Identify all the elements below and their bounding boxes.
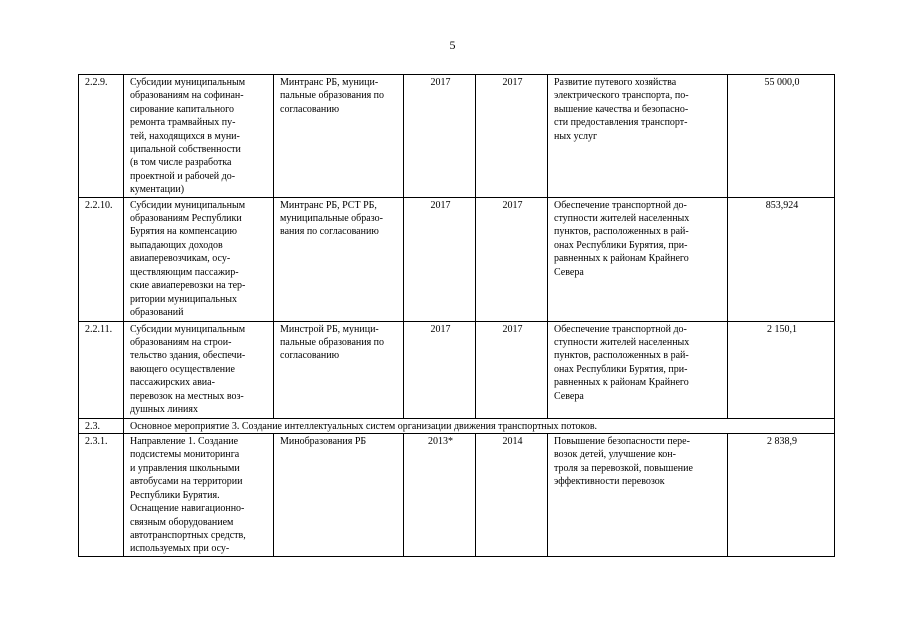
start-year-cell: 2017	[404, 75, 476, 198]
measure-name-cell: Субсидии муниципальным образованиям на софинан- сирование капитального ремонта трамвайных пу- тей, находящихся в муни- ципальной собственности (в том числе разработка проектной и рабочей до- кументации)	[124, 75, 274, 198]
expected-result-cell: Обеспечение транспортной до- ступности жителей населенных пунктов, расположенных в рай- онах Республики Бурятия, при- равненных к районам Крайнего Севера	[548, 321, 728, 418]
start-year-cell: 2017	[404, 197, 476, 321]
amount-cell: 853,924	[728, 197, 835, 321]
executor-cell: Минтранс РБ, муници- пальные образования по согласованию	[274, 75, 404, 198]
amount-cell: 2 150,1	[728, 321, 835, 418]
amount-cell: 2 838,9	[728, 434, 835, 557]
end-year-cell: 2014	[476, 434, 548, 557]
section-row	[79, 418, 835, 433]
end-year-cell: 2017	[476, 197, 548, 321]
row-number-cell: 2.2.9.	[79, 75, 124, 198]
row-number-cell: 2.3.1.	[79, 434, 124, 557]
table-row	[79, 75, 835, 198]
end-year-cell: 2017	[476, 75, 548, 198]
expected-result-cell: Повышение безопасности пере- возок детей, улучшение кон- троля за перевозкой, повышение эффективности перевозок	[548, 434, 728, 557]
table-row	[79, 434, 835, 557]
table-row	[79, 197, 835, 321]
executor-cell: Минобразования РБ	[274, 434, 404, 557]
end-year-cell: 2017	[476, 321, 548, 418]
start-year-cell: 2013*	[404, 434, 476, 557]
row-number-cell: 2.2.10.	[79, 197, 124, 321]
section-title-cell: Основное мероприятие 3. Создание интеллектуальных систем организации движения транспортных потоков.	[124, 418, 835, 433]
table-row	[79, 321, 835, 418]
measure-name-cell: Направление 1. Создание подсистемы мониторинга и управления школьными автобусами на территории Республики Бурятия. Оснащение навигационно- связным оборудованием автотранспортных средств, используемых при осу-	[124, 434, 274, 557]
program-table	[78, 74, 835, 557]
executor-cell: Минстрой РБ, муници- пальные образования по согласованию	[274, 321, 404, 418]
row-number-cell: 2.2.11.	[79, 321, 124, 418]
section-number-cell: 2.3.	[79, 418, 124, 433]
page-number: 5	[449, 38, 456, 52]
amount-cell: 55 000,0	[728, 75, 835, 198]
measure-name-cell: Субсидии муниципальным образованиям Республики Бурятия на компенсацию выпадающих доходов авиаперевозчикам, осу- ществляющим пассажир- ские авиаперевозки на тер- ритории муниципальных образований	[124, 197, 274, 321]
executor-cell: Минтранс РБ, РСТ РБ, муниципальные образо- вания по согласованию	[274, 197, 404, 321]
start-year-cell: 2017	[404, 321, 476, 418]
expected-result-cell: Обеспечение транспортной до- ступности жителей населенных пунктов, расположенных в рай- онах Республики Бурятия, при- равненных к районам Крайнего Севера	[548, 197, 728, 321]
expected-result-cell: Развитие путевого хозяйства электрического транспорта, по- вышение качества и безопасно- сти предоставления транспорт- ных услуг	[548, 75, 728, 198]
measure-name-cell: Субсидии муниципальным образованиям на строи- тельство здания, обеспечи- вающего осуществление пассажирских авиа- перевозок на местных воз- душных линиях	[124, 321, 274, 418]
